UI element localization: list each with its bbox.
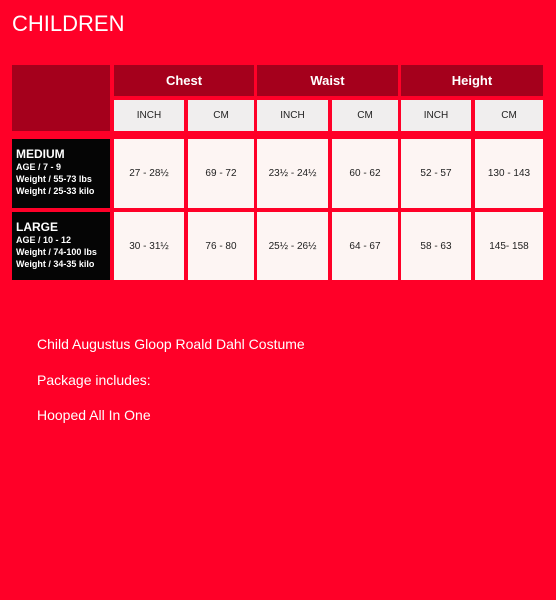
table-cell: 52 - 57 — [401, 139, 471, 208]
column-group-height: Height — [401, 65, 543, 96]
table-cell: 27 - 28½ — [114, 139, 184, 208]
table-cell: 130 - 143 — [475, 139, 543, 208]
size-name: LARGE — [16, 220, 58, 234]
unit-header-waist-inch: INCH — [257, 100, 328, 131]
table-cell: 25½ - 26½ — [257, 212, 328, 280]
size-name: MEDIUM — [16, 147, 65, 161]
table-cell: 69 - 72 — [188, 139, 254, 208]
size-detail-age: AGE / 7 - 9 — [16, 162, 62, 172]
size-label-medium — [12, 139, 110, 208]
size-detail-weight-kilo: Weight / 25-33 kilo — [16, 186, 95, 196]
unit-header-waist-cm: CM — [332, 100, 398, 131]
unit-header-height-inch: INCH — [401, 100, 471, 131]
package-item: Hooped All In One — [37, 407, 151, 423]
page-title: CHILDREN — [12, 11, 125, 36]
table-cell: 30 - 31½ — [114, 212, 184, 280]
table-cell: 64 - 67 — [332, 212, 398, 280]
unit-header-chest-cm: CM — [188, 100, 254, 131]
column-group-waist: Waist — [257, 65, 398, 96]
table-cell: 60 - 62 — [332, 139, 398, 208]
unit-header-height-cm: CM — [475, 100, 543, 131]
table-cell: 23½ - 24½ — [257, 139, 328, 208]
table-corner-cell — [12, 65, 110, 131]
table-cell: 76 - 80 — [188, 212, 254, 280]
product-name: Child Augustus Gloop Roald Dahl Costume — [37, 336, 305, 352]
size-detail-weight-kilo: Weight / 34-35 kilo — [16, 259, 95, 269]
size-detail-age: AGE / 10 - 12 — [16, 235, 72, 245]
size-label-large — [12, 212, 110, 280]
size-detail-weight-lbs: Weight / 74-100 lbs — [16, 247, 97, 257]
unit-header-chest-inch: INCH — [114, 100, 184, 131]
size-detail-weight-lbs: Weight / 55-73 lbs — [16, 174, 92, 184]
column-group-chest: Chest — [114, 65, 254, 96]
table-cell: 58 - 63 — [401, 212, 471, 280]
package-label: Package includes: — [37, 372, 151, 388]
table-cell: 145- 158 — [475, 212, 543, 280]
